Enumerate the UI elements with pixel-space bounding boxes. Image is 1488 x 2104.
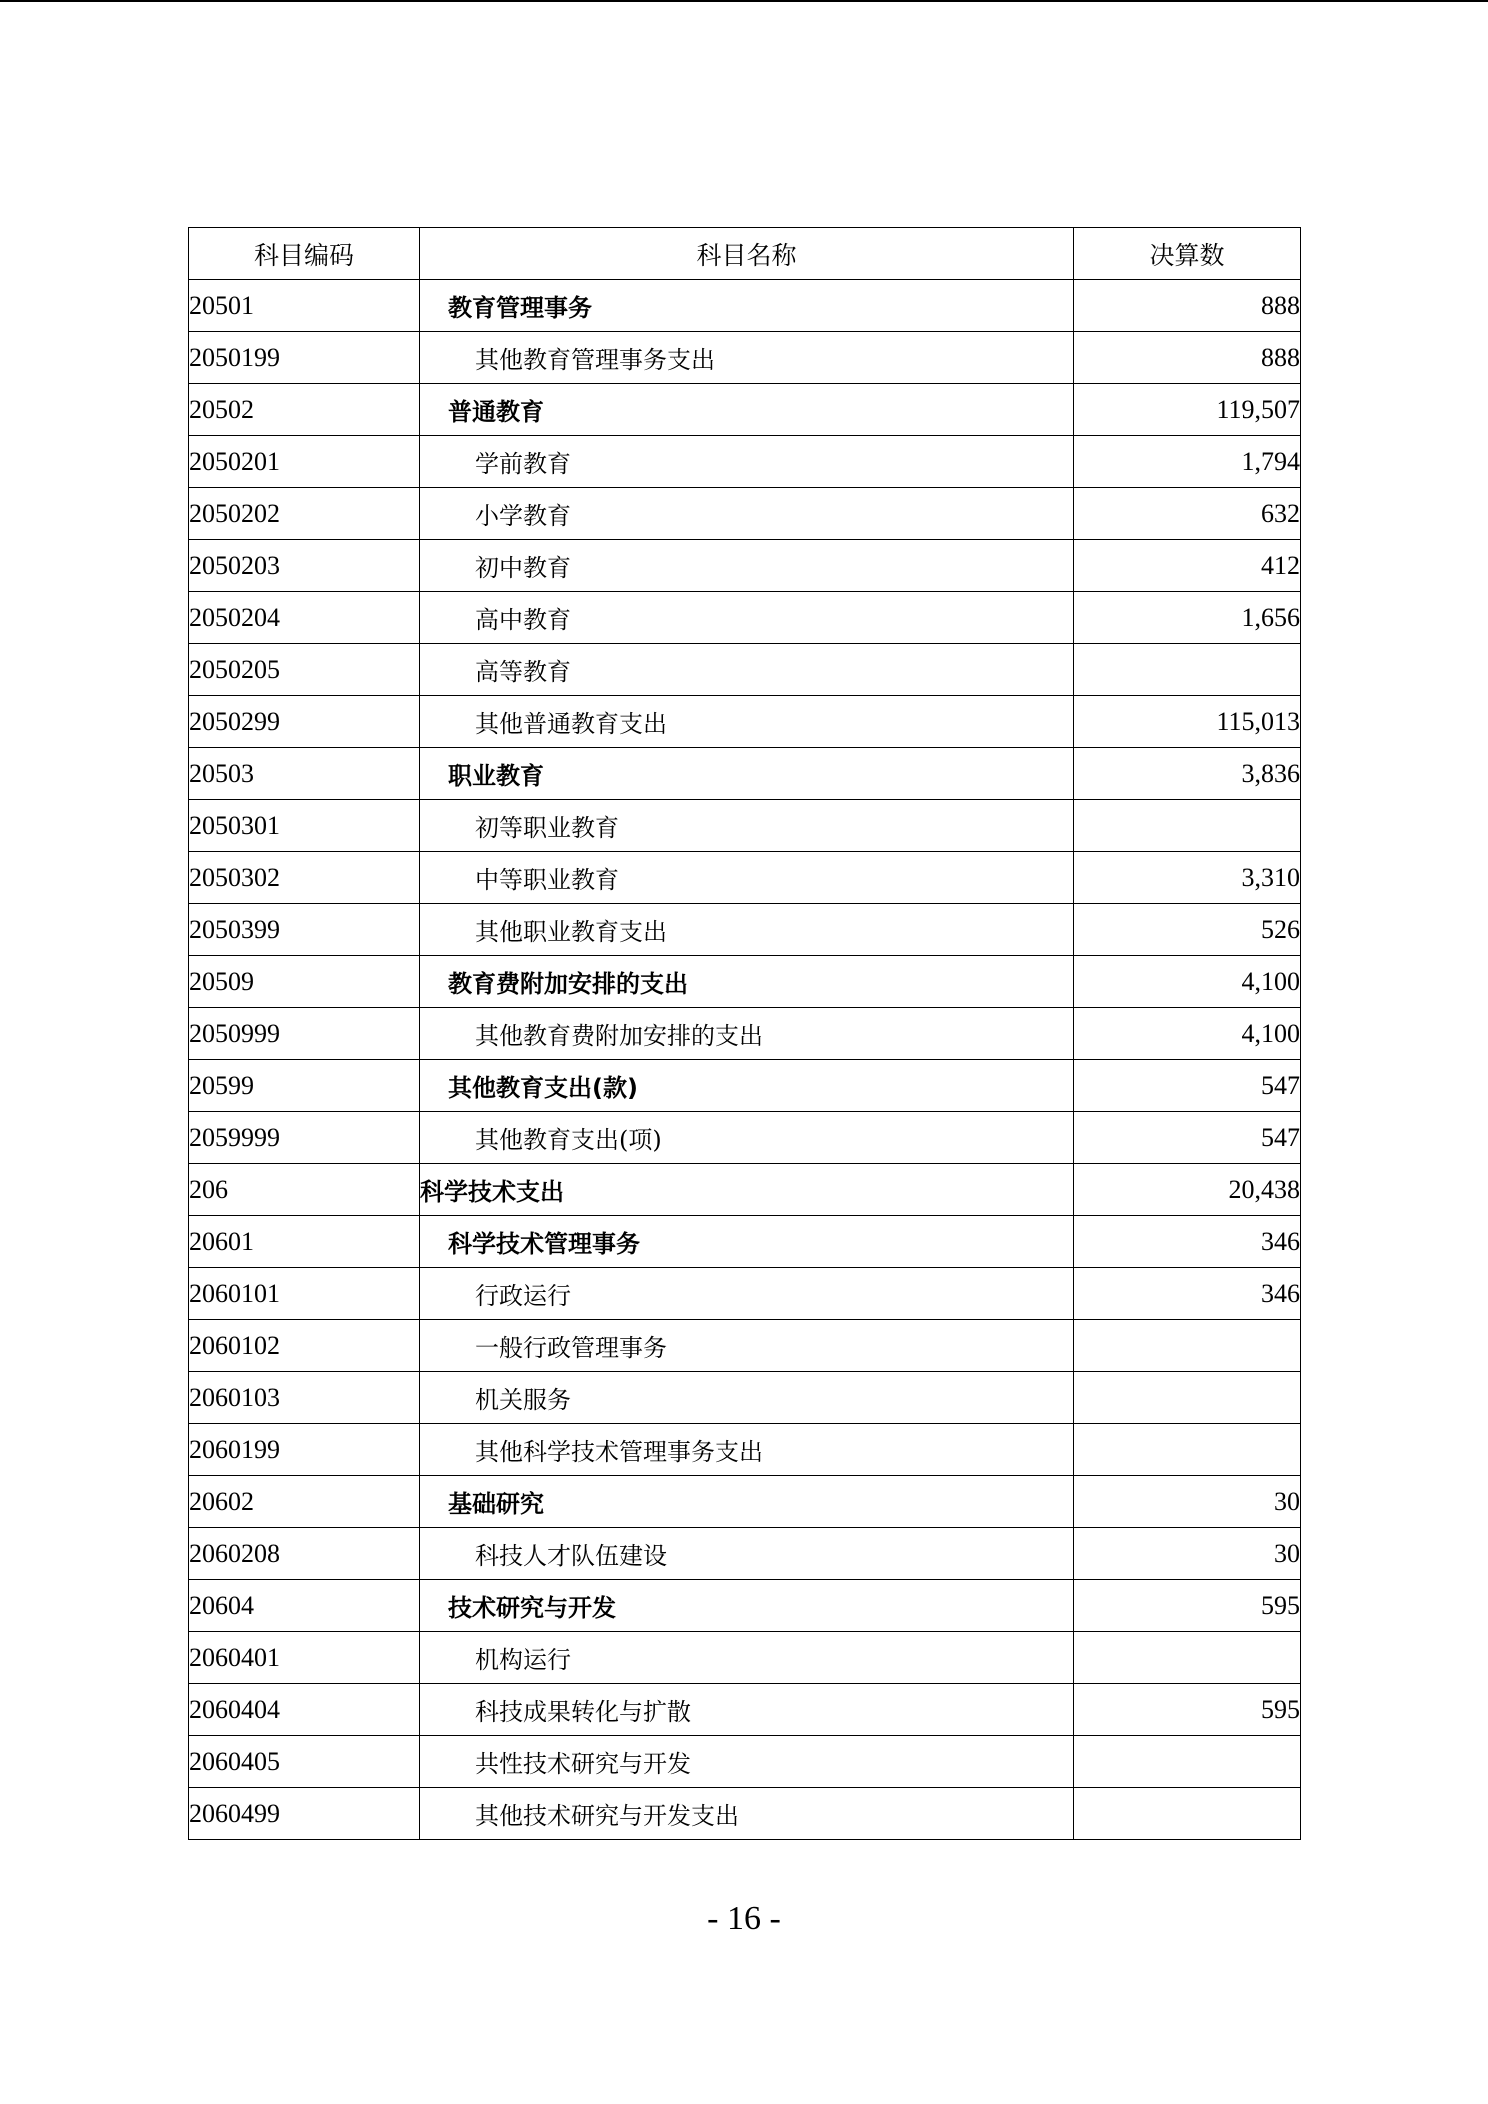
subject-name-cell <box>420 1788 1074 1840</box>
subject-code-cell: 2059999 <box>189 1112 420 1164</box>
subject-name-cell <box>420 1528 1074 1580</box>
table-row <box>189 1580 1301 1632</box>
table-row <box>189 748 1301 800</box>
table-body <box>189 280 1301 1840</box>
subject-name-cell <box>420 1580 1074 1632</box>
table-header-row <box>189 228 1301 280</box>
subject-name-cell <box>420 904 1074 956</box>
subject-name-label: 高中教育 <box>475 606 571 634</box>
subject-name-label: 其他教育费附加安排的支出 <box>475 1022 763 1050</box>
subject-name-cell <box>420 1476 1074 1528</box>
subject-name-cell <box>420 1320 1074 1372</box>
subject-name-label: 共性技术研究与开发 <box>475 1750 691 1778</box>
subject-name-label: 其他科学技术管理事务支出 <box>475 1438 763 1466</box>
table-row <box>189 696 1301 748</box>
table-row <box>189 1632 1301 1684</box>
subject-code-cell: 2050299 <box>189 696 420 748</box>
subject-code-cell: 2050205 <box>189 644 420 696</box>
expenditure-table <box>188 227 1301 1840</box>
table-row <box>189 1008 1301 1060</box>
subject-name-label: 技术研究与开发 <box>448 1594 616 1622</box>
subject-name-cell <box>420 1424 1074 1476</box>
subject-name-cell <box>420 800 1074 852</box>
final-amount-cell: 3,310 <box>1074 852 1301 904</box>
final-amount-cell: 547 <box>1074 1112 1301 1164</box>
header-subject-name: 科目名称 <box>420 228 1074 280</box>
subject-name-cell <box>420 1060 1074 1112</box>
header-subject-code: 科目编码 <box>189 228 420 280</box>
subject-name-cell <box>420 1164 1074 1216</box>
subject-name-label: 一般行政管理事务 <box>475 1334 667 1362</box>
final-amount-cell <box>1074 1788 1301 1840</box>
subject-code-cell: 2050399 <box>189 904 420 956</box>
subject-name-cell <box>420 1684 1074 1736</box>
subject-name-cell <box>420 1112 1074 1164</box>
table-row <box>189 1736 1301 1788</box>
subject-name-label: 普通教育 <box>448 398 544 426</box>
table-row <box>189 592 1301 644</box>
final-amount-cell: 4,100 <box>1074 956 1301 1008</box>
subject-name-label: 其他教育支出(项) <box>475 1126 662 1154</box>
final-amount-cell: 412 <box>1074 540 1301 592</box>
final-amount-cell <box>1074 1320 1301 1372</box>
final-amount-cell: 20,438 <box>1074 1164 1301 1216</box>
subject-code-cell: 2050302 <box>189 852 420 904</box>
subject-name-label: 高等教育 <box>475 658 571 686</box>
subject-code-cell: 20503 <box>189 748 420 800</box>
subject-code-cell: 2060101 <box>189 1268 420 1320</box>
subject-code-cell: 2060199 <box>189 1424 420 1476</box>
final-amount-cell: 632 <box>1074 488 1301 540</box>
final-amount-cell: 346 <box>1074 1216 1301 1268</box>
table-row <box>189 852 1301 904</box>
subject-code-cell: 2060404 <box>189 1684 420 1736</box>
subject-name-label: 中等职业教育 <box>475 866 619 894</box>
subject-name-cell <box>420 748 1074 800</box>
subject-code-cell: 2060499 <box>189 1788 420 1840</box>
subject-code-cell: 20602 <box>189 1476 420 1528</box>
subject-name-label: 学前教育 <box>475 450 571 478</box>
table-row <box>189 644 1301 696</box>
subject-code-cell: 2060401 <box>189 1632 420 1684</box>
subject-code-cell: 206 <box>189 1164 420 1216</box>
table-row <box>189 956 1301 1008</box>
final-amount-cell: 888 <box>1074 332 1301 384</box>
subject-code-cell: 20509 <box>189 956 420 1008</box>
subject-name-label: 职业教育 <box>448 762 544 790</box>
subject-name-cell <box>420 1268 1074 1320</box>
subject-code-cell: 2050204 <box>189 592 420 644</box>
subject-name-cell <box>420 384 1074 436</box>
final-amount-cell: 1,794 <box>1074 436 1301 488</box>
subject-name-label: 教育管理事务 <box>448 294 592 322</box>
page-number: - 16 - <box>707 1900 781 1937</box>
subject-name-label: 科学技术管理事务 <box>448 1230 640 1258</box>
subject-code-cell: 2050301 <box>189 800 420 852</box>
table-row <box>189 1528 1301 1580</box>
table-row <box>189 1476 1301 1528</box>
table-row <box>189 384 1301 436</box>
subject-name-cell <box>420 592 1074 644</box>
subject-name-cell <box>420 332 1074 384</box>
final-amount-cell: 888 <box>1074 280 1301 332</box>
subject-name-cell <box>420 696 1074 748</box>
subject-name-cell <box>420 956 1074 1008</box>
final-amount-cell: 526 <box>1074 904 1301 956</box>
subject-name-label: 其他教育管理事务支出 <box>475 346 715 374</box>
subject-name-cell <box>420 1216 1074 1268</box>
table-row <box>189 436 1301 488</box>
subject-name-cell <box>420 1372 1074 1424</box>
subject-name-label: 行政运行 <box>475 1282 571 1310</box>
final-amount-cell: 346 <box>1074 1268 1301 1320</box>
final-amount-cell <box>1074 800 1301 852</box>
subject-name-cell <box>420 280 1074 332</box>
subject-name-label: 科技成果转化与扩散 <box>475 1698 691 1726</box>
subject-name-label: 初等职业教育 <box>475 814 619 842</box>
subject-name-label: 其他职业教育支出 <box>475 918 667 946</box>
final-amount-cell: 595 <box>1074 1580 1301 1632</box>
table-row <box>189 1320 1301 1372</box>
final-amount-cell: 115,013 <box>1074 696 1301 748</box>
subject-code-cell: 2060103 <box>189 1372 420 1424</box>
subject-name-label: 教育费附加安排的支出 <box>448 970 688 998</box>
table-row <box>189 800 1301 852</box>
subject-name-label: 其他教育支出(款) <box>448 1074 638 1102</box>
table-row <box>189 540 1301 592</box>
table-row <box>189 280 1301 332</box>
final-amount-cell: 119,507 <box>1074 384 1301 436</box>
subject-code-cell: 20599 <box>189 1060 420 1112</box>
subject-code-cell: 2050203 <box>189 540 420 592</box>
table-row <box>189 1268 1301 1320</box>
subject-name-label: 科技人才队伍建设 <box>475 1542 667 1570</box>
subject-code-cell: 20501 <box>189 280 420 332</box>
subject-code-cell: 2050999 <box>189 1008 420 1060</box>
table-row <box>189 332 1301 384</box>
table-row <box>189 1216 1301 1268</box>
table-row <box>189 1112 1301 1164</box>
final-amount-cell: 547 <box>1074 1060 1301 1112</box>
final-amount-cell <box>1074 1372 1301 1424</box>
final-amount-cell: 30 <box>1074 1528 1301 1580</box>
subject-name-cell <box>420 1736 1074 1788</box>
subject-name-label: 基础研究 <box>448 1490 544 1518</box>
table-row <box>189 1788 1301 1840</box>
subject-code-cell: 2050199 <box>189 332 420 384</box>
final-amount-cell <box>1074 1736 1301 1788</box>
table-row <box>189 1684 1301 1736</box>
subject-name-label: 初中教育 <box>475 554 571 582</box>
subject-name-cell <box>420 488 1074 540</box>
subject-name-cell <box>420 852 1074 904</box>
subject-name-cell <box>420 540 1074 592</box>
subject-name-cell <box>420 436 1074 488</box>
final-amount-cell: 30 <box>1074 1476 1301 1528</box>
final-amount-cell <box>1074 644 1301 696</box>
subject-code-cell: 20601 <box>189 1216 420 1268</box>
subject-name-label: 机构运行 <box>475 1646 571 1674</box>
subject-name-cell <box>420 1008 1074 1060</box>
final-amount-cell: 595 <box>1074 1684 1301 1736</box>
final-amount-cell: 3,836 <box>1074 748 1301 800</box>
page-top-border <box>0 0 1488 2</box>
subject-name-label: 其他技术研究与开发支出 <box>475 1802 739 1830</box>
header-final-amount: 决算数 <box>1074 228 1301 280</box>
subject-code-cell: 2060208 <box>189 1528 420 1580</box>
subject-name-label: 小学教育 <box>475 502 571 530</box>
subject-name-label: 机关服务 <box>475 1386 571 1414</box>
subject-code-cell: 2060102 <box>189 1320 420 1372</box>
subject-name-cell <box>420 644 1074 696</box>
subject-code-cell: 20604 <box>189 1580 420 1632</box>
subject-name-label: 其他普通教育支出 <box>475 710 667 738</box>
table-row <box>189 1424 1301 1476</box>
table-row <box>189 1372 1301 1424</box>
subject-code-cell: 2050202 <box>189 488 420 540</box>
table-row <box>189 904 1301 956</box>
subject-name-cell <box>420 1632 1074 1684</box>
subject-code-cell: 20502 <box>189 384 420 436</box>
table-row <box>189 488 1301 540</box>
final-amount-cell: 4,100 <box>1074 1008 1301 1060</box>
final-amount-cell <box>1074 1632 1301 1684</box>
table-row <box>189 1164 1301 1216</box>
subject-code-cell: 2060405 <box>189 1736 420 1788</box>
subject-code-cell: 2050201 <box>189 436 420 488</box>
table-row <box>189 1060 1301 1112</box>
final-amount-cell <box>1074 1424 1301 1476</box>
final-amount-cell: 1,656 <box>1074 592 1301 644</box>
subject-name-label: 科学技术支出 <box>420 1178 564 1206</box>
